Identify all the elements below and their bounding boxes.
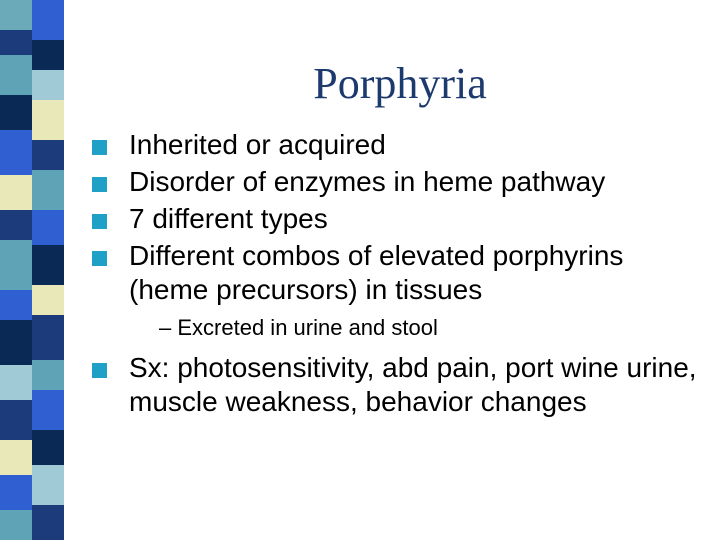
stripe-block <box>32 430 64 465</box>
bullet-text: Different combos of elevated porphyrins (heme precursors) in tissues <box>129 240 624 305</box>
stripe-block <box>32 170 64 210</box>
stripe-block <box>0 510 32 540</box>
square-bullet-icon <box>92 214 107 229</box>
stripe-block <box>32 315 64 360</box>
stripe-block <box>0 290 32 320</box>
square-bullet-icon <box>92 251 107 266</box>
stripe-block <box>32 210 64 245</box>
bullet-item <box>92 351 702 419</box>
bullet-list <box>92 128 702 419</box>
square-bullet-icon <box>92 363 107 378</box>
stripe-block <box>32 465 64 505</box>
stripe-block <box>0 240 32 290</box>
bullet-item <box>92 128 702 162</box>
bullet-text: Inherited or acquired <box>129 129 386 160</box>
stripe-block <box>0 175 32 210</box>
stripe-block <box>0 400 32 440</box>
bullet-item <box>92 239 702 307</box>
stripe-block <box>0 130 32 175</box>
slide-title: Porphyria <box>313 59 487 108</box>
square-bullet-icon <box>92 177 107 192</box>
sub-bullet-text: Excreted in urine and stool <box>177 315 438 340</box>
stripe-block <box>0 365 32 400</box>
stripe-block <box>32 505 64 540</box>
stripe-block <box>0 0 32 30</box>
stripe-block <box>32 285 64 315</box>
stripe-block <box>32 245 64 285</box>
bullet-text: Sx: photosensitivity, abd pain, port wine urine, muscle weakness, behavior changes <box>129 352 697 417</box>
stripe-block <box>0 320 32 365</box>
stripe-block <box>32 140 64 170</box>
bullet-item <box>92 202 702 236</box>
bullet-text: 7 different types <box>129 203 328 234</box>
stripe-block <box>0 475 32 510</box>
stripe-block <box>0 30 32 55</box>
bullet-item <box>92 165 702 199</box>
dash-marker: – <box>159 315 172 340</box>
stripe-block <box>0 210 32 240</box>
stripe-block <box>32 0 64 40</box>
sub-bullet-item <box>92 313 702 343</box>
stripe-block <box>32 390 64 430</box>
bullet-text: Disorder of enzymes in heme pathway <box>129 166 606 197</box>
stripe-block <box>32 360 64 390</box>
square-bullet-icon <box>92 140 107 155</box>
stripe-block <box>0 440 32 475</box>
